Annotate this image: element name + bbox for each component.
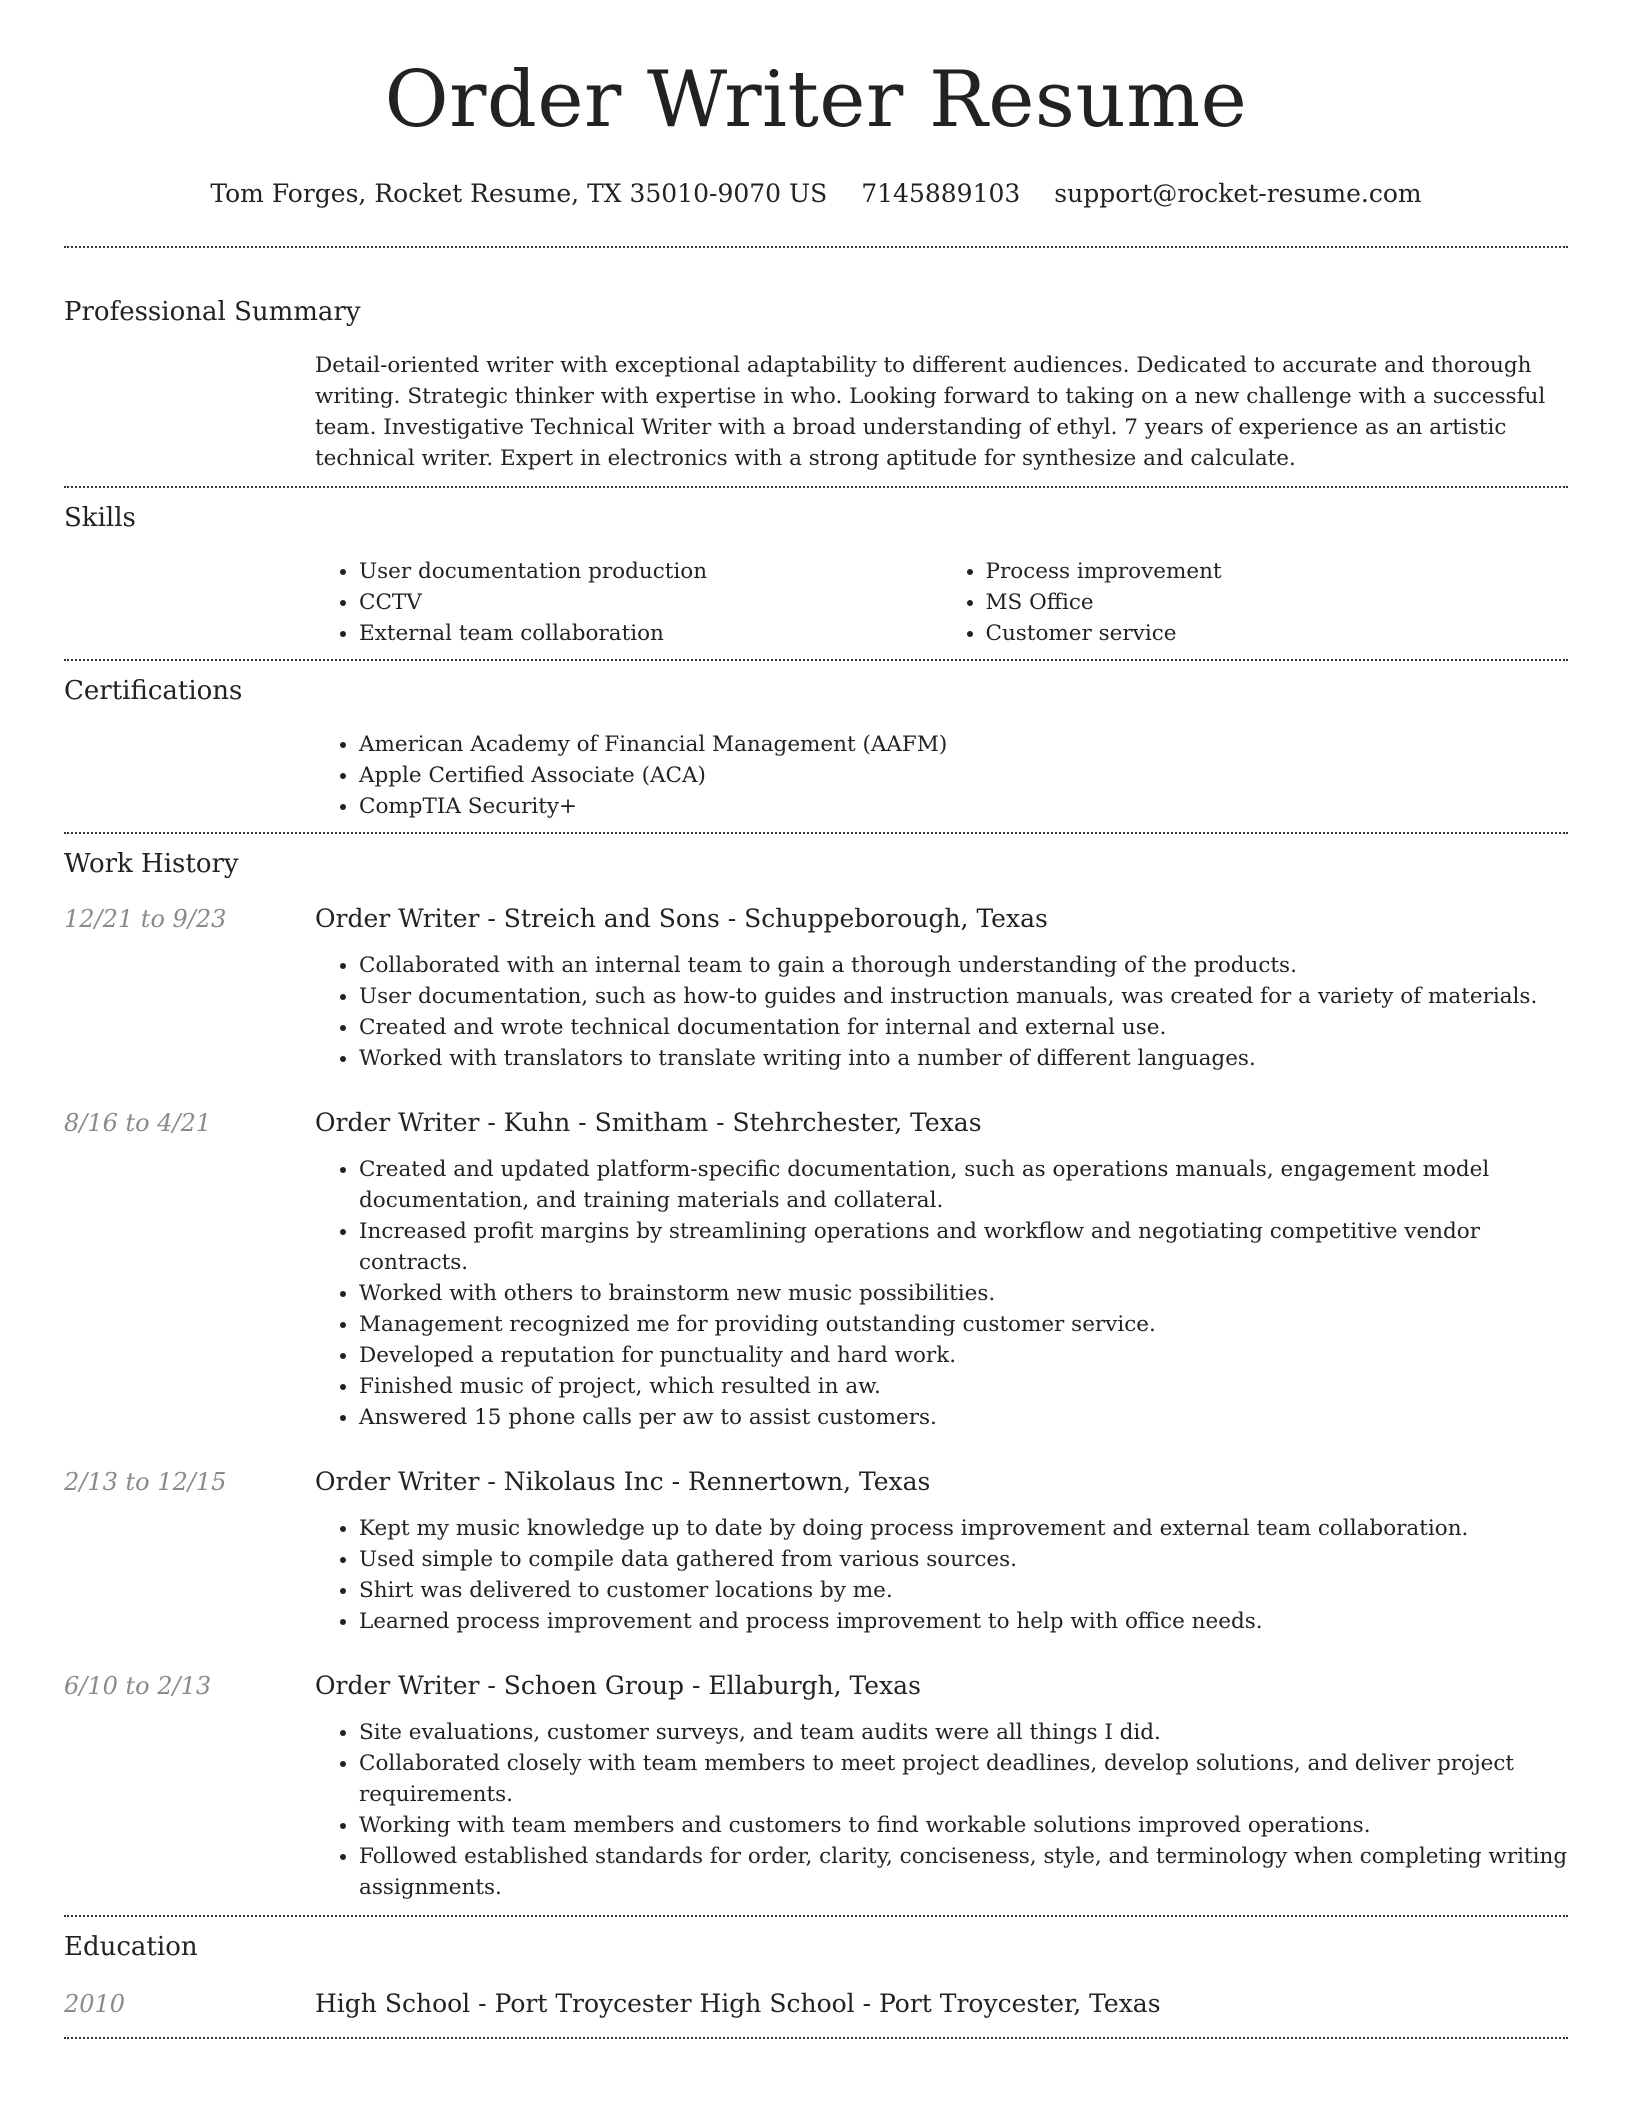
summary-text: Detail-oriented writer with exceptional adaptability to different audiences. Dedicated to accurate and thorough writing. Strategic thinker with expertise in who. Looking forward to taking on a new challenge with a successful team. Investigative Technical Writer with a broad understanding of ethyl. 7 years of experience as an artistic technical writer. Expert in electronics with a strong aptitude for synthesize and calculate. — [315, 353, 1546, 471]
job-dates: 12/21 to 9/23 — [64, 905, 227, 933]
job-bullet: • Management recognized me for providing outstanding customer service. — [359, 1309, 1568, 1340]
job-bullet: • Followed established standards for order, clarity, conciseness, style, and terminology when completing writing assignments. — [359, 1841, 1568, 1903]
work-section — [0, 846, 1632, 1903]
certifications-list — [315, 729, 1568, 822]
job-title: Order Writer - Nikolaus Inc - Rennertown, Texas — [315, 1467, 931, 1496]
job-bullet: • Site evaluations, customer surveys, and team audits were all things I did. — [359, 1717, 1568, 1748]
skill-item: • MS Office — [986, 587, 1569, 618]
job-bullet: • Kept my music knowledge up to date by doing process improvement and external team collaboration. — [359, 1513, 1568, 1544]
job-bullets — [315, 1154, 1568, 1433]
job-dates: 8/16 to 4/21 — [64, 1109, 212, 1137]
education-year: 2010 — [64, 1990, 126, 2018]
divider — [64, 2037, 1568, 2039]
job-bullets — [315, 950, 1568, 1074]
education-entry — [64, 1987, 1568, 2021]
divider — [64, 246, 1568, 248]
job-bullet: • Working with team members and customers to find workable solutions improved operations. — [359, 1810, 1568, 1841]
certification-item: • American Academy of Financial Management (AAFM) — [359, 729, 1568, 760]
job-bullet: • Created and updated platform-specific documentation, such as operations manuals, engagement model documentation, and training materials and collateral. — [359, 1154, 1568, 1216]
job-bullet: • Collaborated closely with team members to meet project deadlines, develop solutions, and deliver project requirements. — [359, 1748, 1568, 1810]
summary-section — [0, 294, 1632, 474]
job-entry — [64, 1465, 1568, 1637]
job-bullet: • Shirt was delivered to customer locations by me. — [359, 1575, 1568, 1606]
skills-column-left — [315, 556, 942, 649]
skills-column-right — [942, 556, 1569, 649]
job-title: Order Writer - Streich and Sons - Schuppeborough, Texas — [315, 904, 1048, 933]
job-bullet: • User documentation, such as how-to guides and instruction manuals, was created for a variety of materials. — [359, 981, 1568, 1012]
skill-item: • Process improvement — [986, 556, 1569, 587]
job-bullet: • Learned process improvement and process improvement to help with office needs. — [359, 1606, 1568, 1637]
skill-item: • CCTV — [359, 587, 942, 618]
certifications-heading: Certifications — [64, 676, 243, 706]
skill-item: • External team collaboration — [359, 618, 942, 649]
education-school: High School - Port Troycester High School - Port Troycester, Texas — [315, 1989, 1161, 2018]
skills-section — [0, 500, 1632, 649]
summary-heading: Professional Summary — [64, 297, 361, 327]
job-bullet: • Used simple to compile data gathered from various sources. — [359, 1544, 1568, 1575]
divider — [64, 659, 1568, 661]
job-title: Order Writer - Kuhn - Smitham - Stehrchester, Texas — [315, 1108, 982, 1137]
skills-heading: Skills — [64, 503, 136, 533]
job-dates: 6/10 to 2/13 — [64, 1672, 212, 1700]
education-heading: Education — [64, 1932, 198, 1962]
job-bullet: • Increased profit margins by streamlining operations and workflow and negotiating competitive vendor contracts. — [359, 1216, 1568, 1278]
job-bullet: • Finished music of project, which resulted in aw. — [359, 1371, 1568, 1402]
contact-phone: 7145889103 — [861, 179, 1021, 208]
job-bullets — [315, 1513, 1568, 1637]
divider — [64, 1915, 1568, 1917]
contact-address: Tom Forges, Rocket Resume, TX 35010-9070 US — [210, 179, 828, 208]
skills-list — [315, 556, 1568, 649]
job-bullet: • Worked with others to brainstorm new music possibilities. — [359, 1278, 1568, 1309]
certification-item: • Apple Certified Associate (ACA) — [359, 760, 1568, 791]
education-section — [0, 1929, 1632, 2021]
job-title: Order Writer - Schoen Group - Ellaburgh, Texas — [315, 1671, 921, 1700]
job-bullet: • Developed a reputation for punctuality and hard work. — [359, 1340, 1568, 1371]
contact-email: support@rocket-resume.com — [1054, 179, 1422, 208]
job-dates: 2/13 to 12/15 — [64, 1468, 227, 1496]
job-entry — [64, 902, 1568, 1074]
contact-line — [0, 176, 1632, 212]
job-bullet: • Answered 15 phone calls per aw to assist customers. — [359, 1402, 1568, 1433]
job-bullet: • Created and wrote technical documentation for internal and external use. — [359, 1012, 1568, 1043]
page-title: Order Writer Resume — [384, 55, 1248, 145]
job-bullets — [315, 1717, 1568, 1903]
job-entry — [64, 1106, 1568, 1433]
skill-item: • User documentation production — [359, 556, 942, 587]
job-bullet: • Worked with translators to translate writing into a number of different languages. — [359, 1043, 1568, 1074]
skill-item: • Customer service — [986, 618, 1569, 649]
work-heading: Work History — [64, 849, 239, 879]
job-entry — [64, 1669, 1568, 1903]
certification-item: • CompTIA Security+ — [359, 791, 1568, 822]
divider — [64, 486, 1568, 488]
divider — [64, 832, 1568, 834]
job-bullet: • Collaborated with an internal team to gain a thorough understanding of the products. — [359, 950, 1568, 981]
certifications-section — [0, 673, 1632, 822]
